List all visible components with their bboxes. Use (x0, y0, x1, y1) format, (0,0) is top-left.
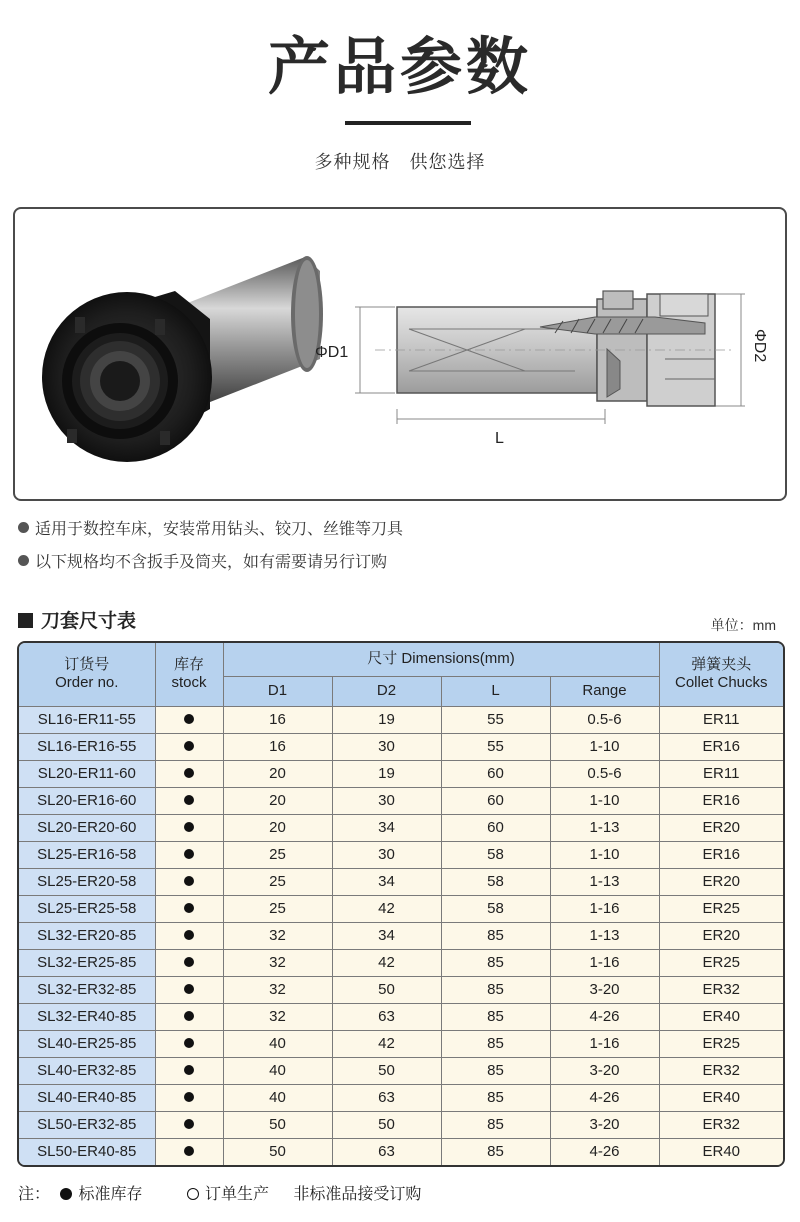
range-cell: 4-26 (550, 1003, 659, 1030)
stock-cell (155, 814, 223, 841)
stock-cell (155, 1003, 223, 1030)
range-cell: 1-10 (550, 787, 659, 814)
l-cell: 55 (441, 706, 550, 733)
in-stock-dot-icon (184, 795, 194, 805)
stock-cell (155, 1057, 223, 1084)
d2-cell: 34 (332, 868, 441, 895)
table-row (19, 1138, 783, 1165)
d2-cell: 30 (332, 787, 441, 814)
d2-cell: 42 (332, 1030, 441, 1057)
in-stock-dot-icon (184, 876, 194, 886)
bullet-icon (18, 555, 29, 566)
in-stock-dot-icon (184, 984, 194, 994)
label-l: L (495, 430, 504, 447)
range-cell: 1-13 (550, 868, 659, 895)
collet-cell: ER40 (659, 1003, 783, 1030)
range-cell: 3-20 (550, 976, 659, 1003)
table-row (19, 1057, 783, 1084)
label-d1: ΦD1 (315, 344, 349, 361)
in-stock-dot-icon (184, 741, 194, 751)
l-cell: 85 (441, 976, 550, 1003)
l-cell: 85 (441, 1111, 550, 1138)
collet-cell: ER11 (659, 760, 783, 787)
stock-cell (155, 976, 223, 1003)
table-row (19, 895, 783, 922)
d1-cell: 25 (223, 895, 332, 922)
d2-cell: 63 (332, 1138, 441, 1165)
d2-cell: 63 (332, 1084, 441, 1111)
d1-cell: 25 (223, 868, 332, 895)
collet-cell: ER16 (659, 733, 783, 760)
d2-cell: 50 (332, 1057, 441, 1084)
d1-cell: 32 (223, 976, 332, 1003)
table-row (19, 922, 783, 949)
table-row (19, 1111, 783, 1138)
table-row (19, 976, 783, 1003)
table-row (19, 814, 783, 841)
in-stock-dot-icon (184, 930, 194, 940)
stock-cell (155, 706, 223, 733)
d1-cell: 32 (223, 922, 332, 949)
d2-cell: 42 (332, 895, 441, 922)
table-row (19, 949, 783, 976)
table-row (19, 1003, 783, 1030)
stock-cell (155, 787, 223, 814)
table-row (19, 841, 783, 868)
d1-cell: 20 (223, 760, 332, 787)
table-row (19, 733, 783, 760)
l-cell: 85 (441, 1084, 550, 1111)
d2-cell: 34 (332, 814, 441, 841)
legend: 注： 标准库存 订单生产 非标准品接受订购 (18, 1186, 422, 1203)
l-cell: 85 (441, 1003, 550, 1030)
order-cell: SL25-ER25-58 (19, 895, 155, 922)
d2-cell: 63 (332, 1003, 441, 1030)
in-stock-dot-icon (184, 822, 194, 832)
order-cell: SL20-ER11-60 (19, 760, 155, 787)
in-stock-dot-icon (184, 1011, 194, 1021)
page-title: 产品参数 (267, 33, 532, 102)
range-cell: 4-26 (550, 1138, 659, 1165)
header-d2: D2 (332, 676, 441, 706)
order-cell: SL20-ER16-60 (19, 787, 155, 814)
order-cell: SL32-ER32-85 (19, 976, 155, 1003)
header-range: Range (550, 676, 659, 706)
range-cell: 3-20 (550, 1111, 659, 1138)
l-cell: 60 (441, 760, 550, 787)
product-illustration-box (13, 207, 787, 501)
table-row (19, 760, 783, 787)
collet-cell: ER25 (659, 949, 783, 976)
order-cell: SL40-ER32-85 (19, 1057, 155, 1084)
stock-cell (155, 895, 223, 922)
unit-label: 单位：mm (710, 617, 776, 633)
range-cell: 1-10 (550, 841, 659, 868)
header-collet: 弹簧夹头 Collet Chucks (659, 643, 783, 706)
l-cell: 85 (441, 1030, 550, 1057)
tool-holder-photo (42, 256, 323, 462)
collet-cell: ER25 (659, 1030, 783, 1057)
range-cell: 1-10 (550, 733, 659, 760)
collet-cell: ER20 (659, 922, 783, 949)
bullet-icon (18, 522, 29, 533)
in-stock-dot-icon (184, 903, 194, 913)
d1-cell: 32 (223, 949, 332, 976)
d1-cell: 20 (223, 814, 332, 841)
l-cell: 85 (441, 949, 550, 976)
d1-cell: 40 (223, 1057, 332, 1084)
table-row (19, 868, 783, 895)
header-stock: 库存 stock (155, 643, 223, 706)
order-cell: SL25-ER16-58 (19, 841, 155, 868)
collet-cell: ER32 (659, 1111, 783, 1138)
range-cell: 1-16 (550, 895, 659, 922)
stock-cell (155, 922, 223, 949)
d1-cell: 50 (223, 1138, 332, 1165)
l-cell: 85 (441, 922, 550, 949)
in-stock-dot-icon (184, 1119, 194, 1129)
order-cell: SL16-ER11-55 (19, 706, 155, 733)
range-cell: 0.5-6 (550, 760, 659, 787)
collet-cell: ER40 (659, 1138, 783, 1165)
d1-cell: 50 (223, 1111, 332, 1138)
table-row (19, 1030, 783, 1057)
in-stock-dot-icon (184, 1092, 194, 1102)
d1-cell: 16 (223, 733, 332, 760)
collet-cell: ER16 (659, 787, 783, 814)
range-cell: 3-20 (550, 1057, 659, 1084)
product-illustration (15, 209, 785, 499)
l-cell: 58 (441, 895, 550, 922)
table-row (19, 787, 783, 814)
stock-cell (155, 1111, 223, 1138)
d1-cell: 20 (223, 787, 332, 814)
in-stock-dot-icon (60, 1188, 72, 1200)
d2-cell: 42 (332, 949, 441, 976)
order-cell: SL32-ER20-85 (19, 922, 155, 949)
l-cell: 55 (441, 733, 550, 760)
d2-cell: 19 (332, 706, 441, 733)
collet-cell: ER32 (659, 976, 783, 1003)
d2-cell: 30 (332, 733, 441, 760)
order-cell: SL32-ER25-85 (19, 949, 155, 976)
note-2: 以下规格均不含扳手及筒夹，如有需要请另行订购 (18, 549, 387, 572)
section-title: 刀套尺寸表 (18, 606, 136, 633)
d2-cell: 50 (332, 1111, 441, 1138)
header-d1: D1 (223, 676, 332, 706)
note-1: 适用于数控车床，安装常用钻头、铰刀、丝锥等刀具 (18, 516, 403, 539)
order-cell: SL16-ER16-55 (19, 733, 155, 760)
collet-cell: ER20 (659, 814, 783, 841)
range-cell: 0.5-6 (550, 706, 659, 733)
page-subtitle: 多种规格 供您选择 (314, 152, 486, 172)
d2-cell: 30 (332, 841, 441, 868)
order-cell: SL32-ER40-85 (19, 1003, 155, 1030)
range-cell: 1-16 (550, 949, 659, 976)
d2-cell: 19 (332, 760, 441, 787)
l-cell: 60 (441, 787, 550, 814)
collet-cell: ER32 (659, 1057, 783, 1084)
in-stock-dot-icon (184, 1065, 194, 1075)
table-row (19, 706, 783, 733)
range-cell: 1-13 (550, 922, 659, 949)
stock-cell (155, 1030, 223, 1057)
range-cell: 4-26 (550, 1084, 659, 1111)
in-stock-dot-icon (184, 1146, 194, 1156)
stock-cell (155, 868, 223, 895)
order-cell: SL40-ER40-85 (19, 1084, 155, 1111)
d1-cell: 40 (223, 1030, 332, 1057)
l-cell: 58 (441, 868, 550, 895)
stock-cell (155, 841, 223, 868)
header-dimensions: 尺寸 Dimensions(mm) (223, 643, 659, 676)
collet-cell: ER16 (659, 841, 783, 868)
order-cell: SL20-ER20-60 (19, 814, 155, 841)
d1-cell: 16 (223, 706, 332, 733)
stock-cell (155, 733, 223, 760)
range-cell: 1-16 (550, 1030, 659, 1057)
square-bullet-icon (18, 613, 33, 628)
l-cell: 60 (441, 814, 550, 841)
d1-cell: 32 (223, 1003, 332, 1030)
in-stock-dot-icon (184, 714, 194, 724)
in-stock-dot-icon (184, 1038, 194, 1048)
in-stock-dot-icon (184, 957, 194, 967)
in-stock-dot-icon (184, 768, 194, 778)
d2-cell: 50 (332, 976, 441, 1003)
stock-cell (155, 1084, 223, 1111)
order-cell: SL50-ER32-85 (19, 1111, 155, 1138)
in-stock-dot-icon (184, 849, 194, 859)
collet-cell: ER11 (659, 706, 783, 733)
table-row (19, 1084, 783, 1111)
label-d2: ΦD2 (751, 329, 768, 363)
technical-drawing (355, 291, 745, 424)
order-cell: SL40-ER25-85 (19, 1030, 155, 1057)
stock-cell (155, 949, 223, 976)
d1-cell: 40 (223, 1084, 332, 1111)
stock-cell (155, 760, 223, 787)
order-cell: SL50-ER40-85 (19, 1138, 155, 1165)
header-l: L (441, 676, 550, 706)
d2-cell: 34 (332, 922, 441, 949)
l-cell: 85 (441, 1138, 550, 1165)
l-cell: 58 (441, 841, 550, 868)
header-order: 订货号 Order no. (19, 643, 155, 706)
stock-cell (155, 1138, 223, 1165)
made-to-order-circle-icon (187, 1188, 199, 1200)
title-underline (345, 121, 471, 125)
collet-cell: ER40 (659, 1084, 783, 1111)
dimensions-table (17, 641, 785, 1167)
collet-cell: ER20 (659, 868, 783, 895)
range-cell: 1-13 (550, 814, 659, 841)
l-cell: 85 (441, 1057, 550, 1084)
order-cell: SL25-ER20-58 (19, 868, 155, 895)
collet-cell: ER25 (659, 895, 783, 922)
d1-cell: 25 (223, 841, 332, 868)
